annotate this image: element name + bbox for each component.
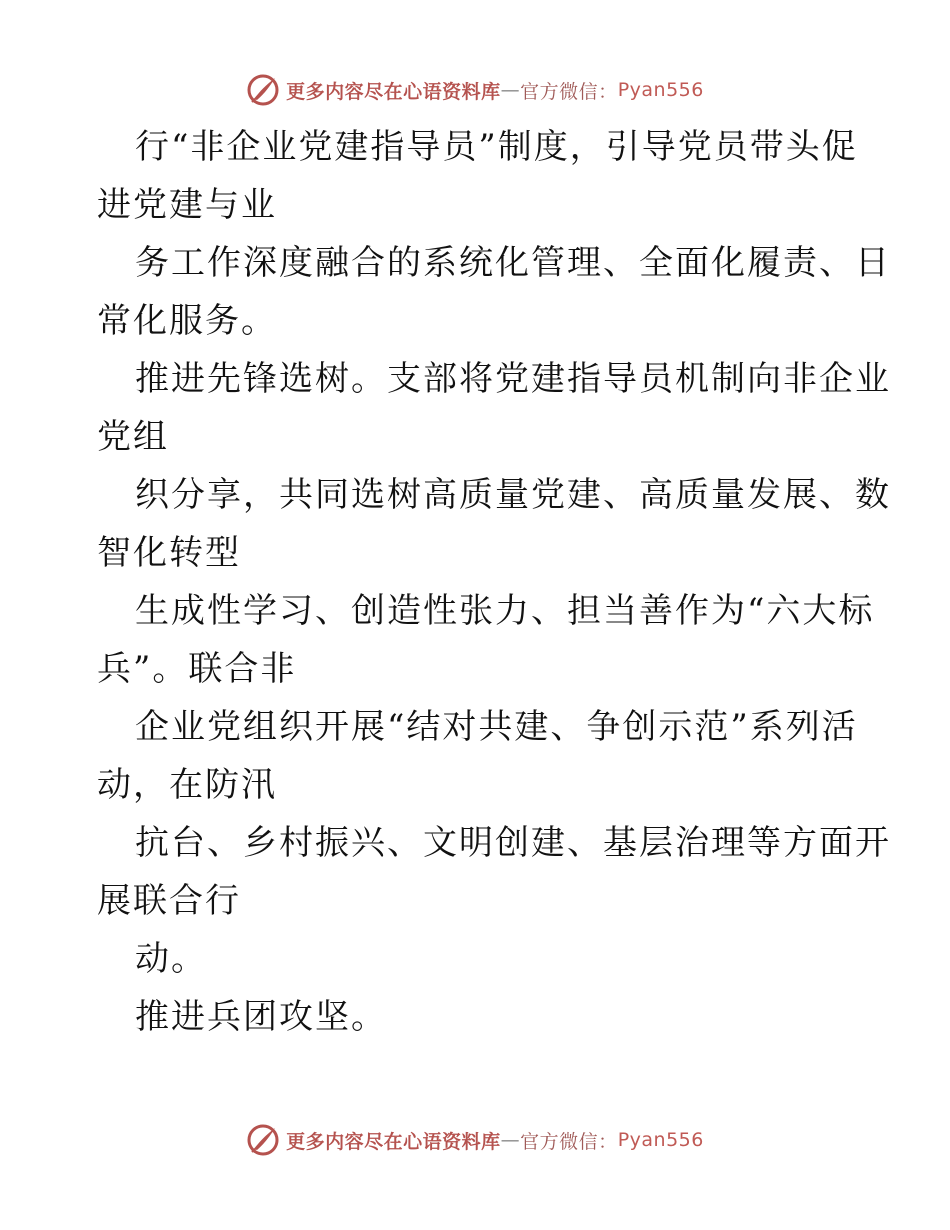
header-separator: — [500,79,521,101]
quill-logo-icon [246,1123,280,1157]
header-banner-text [286,77,704,104]
footer-site-text: 更多内容尽在心语资料库 [286,1130,501,1153]
body-line: 织分享，共同选树高质量党建、高质量发展、数 [135,475,891,515]
body-line: 行“非企业党建指导员”制度，引导党员带头促 [135,127,858,167]
body-line: 动。 [135,939,207,979]
header-wechat-id: Pyan556 [617,79,704,101]
body-line: 推进兵团攻坚。 [135,997,387,1037]
header-banner [0,70,950,110]
body-line: 抗台、乡村振兴、文明创建、基层治理等方面开 [135,823,891,863]
footer-banner-text [286,1127,704,1154]
body-line: 企业党组织开展“结对共建、争创示范”系列活 [135,707,858,747]
document-body [97,118,891,1046]
body-line: 常化服务。 [97,301,277,341]
body-line: 动，在防汛 [97,765,277,805]
quill-logo-icon [246,73,280,107]
header-wechat-label: 官方微信： [520,80,618,103]
body-line: 务工作深度融合的系统化管理、全面化履责、日 [135,243,891,283]
body-line: 展联合行 [97,881,241,921]
body-line: 兵”。联合非 [97,649,297,689]
header-site-text: 更多内容尽在心语资料库 [286,80,501,103]
body-line: 智化转型 [97,533,241,573]
body-line: 生成性学习、创造性张力、担当善作为“六大标 [135,591,875,631]
body-line: 推进先锋选树。支部将党建指导员机制向非企业 [135,359,891,399]
body-line: 党组 [97,417,169,457]
body-line: 进党建与业 [97,185,277,225]
footer-wechat-id: Pyan556 [617,1129,704,1151]
footer-wechat-label: 官方微信： [520,1130,618,1153]
footer-separator: — [500,1129,521,1151]
footer-banner [0,1120,950,1160]
